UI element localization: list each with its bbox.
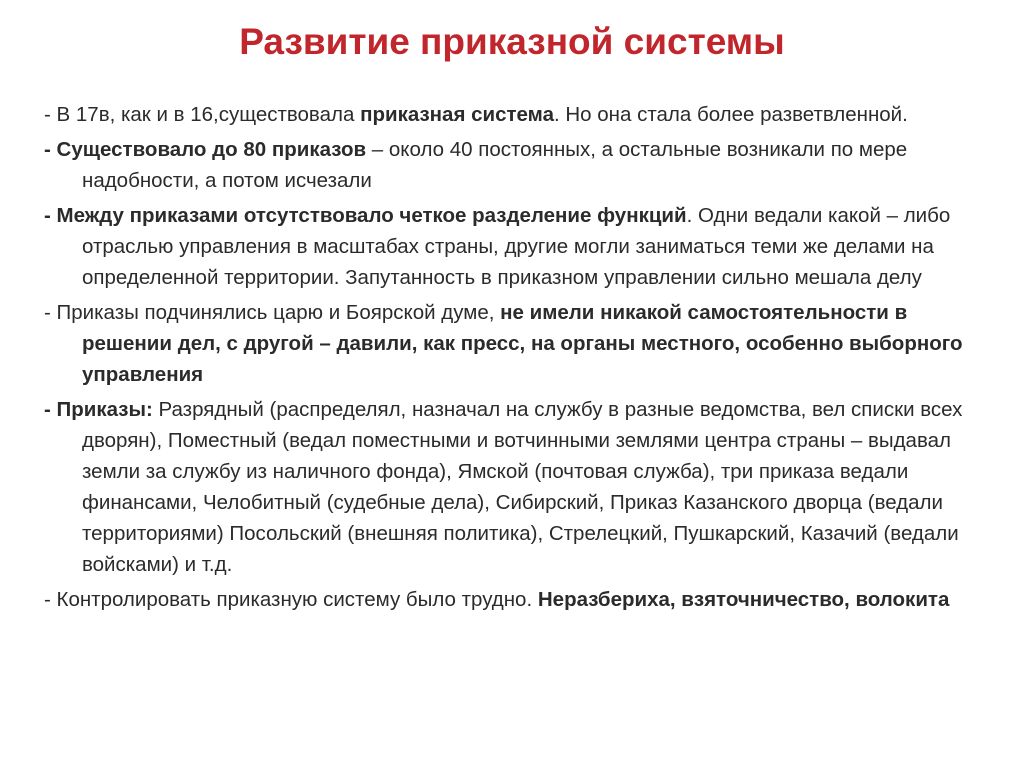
- slide-title: Развитие приказной системы: [239, 21, 785, 62]
- paragraph-1-bold-1: приказная система: [360, 103, 554, 126]
- paragraph-3-bold-1: - Между приказами отсутствовало четкое разделение функций: [44, 204, 687, 227]
- paragraph-5-bold-1: - Приказы:: [44, 398, 153, 421]
- paragraph-1: [44, 99, 994, 130]
- paragraph-2: [44, 134, 994, 196]
- paragraph-6: [44, 584, 994, 615]
- paragraph-3: [44, 200, 994, 293]
- paragraph-5: [44, 394, 994, 580]
- paragraph-2-text-1: – около 40 постоянных, а остальные возникали по мере надобности, а потом исчезали: [82, 138, 908, 192]
- paragraph-3-text-1: . Одни ведали какой – либо отраслью управления в масштабах страны, другие могли заниматься теми же делами на определенной территории. Запутанность в приказном управлении сильно мешала делу: [82, 204, 951, 289]
- paragraph-2-bold-1: - Существовало до 80 приказов: [44, 138, 367, 161]
- paragraph-1-text-1: - В 17в, как и в 16,существовала: [44, 103, 361, 126]
- paragraph-6-text-1: - Контролировать приказную систему было трудно.: [44, 588, 538, 611]
- paragraph-4: [44, 297, 994, 390]
- slide-content: [44, 99, 994, 619]
- paragraph-5-text-1: Разрядный (распределял, назначал на службу в разные ведомства, вел списки всех дворян), Поместный (ведал поместными и вотчинными землями центра страны – выдавал земли за службу из наличного фонда), Ямской (почтовая служба), три приказа ведали финансами, Челобитный (судебные дела), Сибирский, Приказ Казанского дворца (ведали территориями) Посольский (внешняя политика), Стрелецкий, Пушкарский, Казачий (ведали войсками) и т.д.: [82, 398, 963, 576]
- paragraph-4-text-1: - Приказы подчинялись царю и Боярской думе,: [44, 301, 501, 324]
- paragraph-4-bold-1: не имели никакой самостоятельности в решении дел, с другой – давили, как пресс, на органы местного, особенно выборного управления: [82, 301, 963, 386]
- paragraph-6-bold-1: Неразбериха, взяточничество, волокита: [537, 588, 950, 611]
- paragraph-1-text-2: . Но она стала более разветвленной.: [553, 103, 908, 126]
